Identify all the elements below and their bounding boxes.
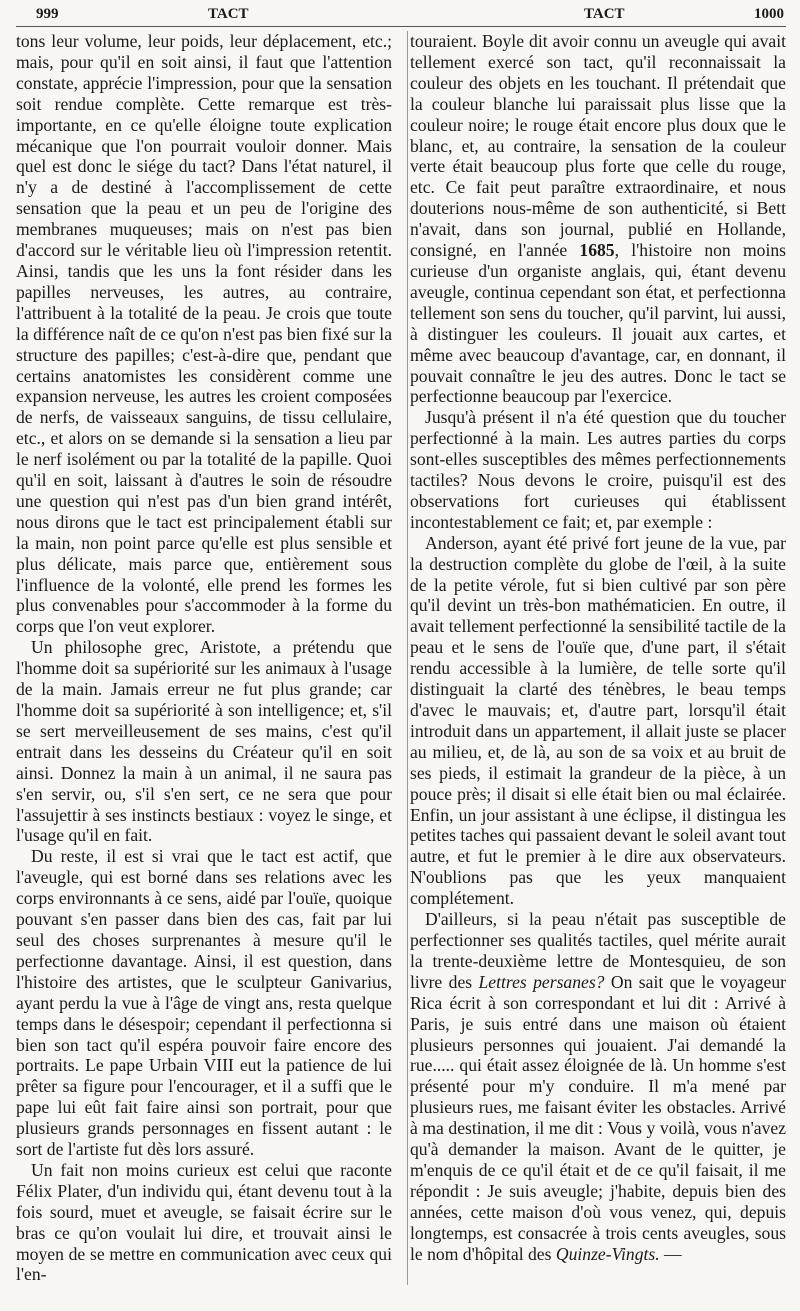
- dash: —: [659, 1243, 682, 1264]
- paragraph: tons leur volume, leur poids, leur déplacement, etc.; mais, pour qu'il en soit ainsi, il faut que l'attention constate, apprécie l'impression, pour que la sensation soit rendue complète. Cette remarque est très-importante, en ce qu'elle éloigne toute explication mécanique que l'on pourrait vouloir donner. Mais quel est donc le siége du tact? Dans l'état naturel, il n'y a de destiné à l'accomplissement de cette sensation que la peau et un peu de l'origine des membranes muqueuses; mais on n'est pas bien d'accord sur le véritable lieu où l'impression retentit. Ainsi, tandis que les uns la font résider dans les papilles nerveuses, les autres, au contraire, l'attribuent à la totalité de la peau. Je crois que toute la différence naît de ce qu'on n'est pas bien fixé sur la structure des papilles; c'est-à-dire que, pendant que certains anatomistes les considèrent comme une expansion nerveuse, les autres les croient composées de nerfs, de vaisseaux sanguins, de tissu cellulaire, etc., et alors on se demande si la sensation a lieu par le nerf isolément ou par la totalité de la papille. Quoi qu'il en soit, laissant à d'autres le soin de résoudre une question qui n'est pas d'un bien grand intérêt, nous dirons que le tact est principalement établi sur la main, non point parce qu'elle est plus sensible et plus délicate, mais parce que, entièrement sous l'influence de la volonté, elle prend les formes les plus convenables pour s'accommoder à la forme du corps que l'on veut explorer.: [16, 31, 392, 637]
- left-column: [16, 31, 392, 1285]
- book-title: Lettres persanes?: [478, 971, 605, 992]
- paragraph-text: D'ailleurs, si la peau n'était pas susceptible de perfectionner ses qualités tactiles, quel mérite aurait la trente-deuxième lettre de Montesquieu, de son livre des: [410, 909, 786, 992]
- paragraph-text: touraient. Boyle dit avoir connu un aveugle qui avait tellement exercé son tact, qu'il reconnaissait la couleur des objets en les touchant. Il prétendait que la couleur blanche lui paraissait plus lisse que la couleur noire; le rouge était encore plus doux que le blanc, et, au contraire, la sensation de la couleur verte était beaucoup plus forte que celle du rouge, etc. Ce fait peut paraître extraordinaire, et nous douterions nous-même de son authenticité, si Bett n'avait, dans son journal, publié en Hollande, consigné, en l'année: [410, 31, 786, 261]
- two-column-body: [16, 31, 786, 1285]
- page-number-left: 999: [36, 6, 59, 22]
- header-rule: [16, 26, 786, 27]
- column-divider: [407, 31, 408, 1285]
- right-column: [410, 31, 786, 1285]
- running-header: [16, 4, 786, 26]
- paragraph: Jusqu'à présent il n'a été question que du toucher perfectionné à la main. Les autres parties du corps sont-elles susceptibles des mêmes perfectionnements tactiles? Nous devons le croire, puisqu'il est des observations fort curieuses qui établissent incontestablement ce fait; et, par exemple :: [410, 407, 786, 532]
- page-number-right: 1000: [754, 6, 784, 22]
- paragraph-text: , l'histoire non moins curieuse d'un organiste anglais, qui, étant devenu aveugle, continua cependant son état, et perfectionna tellement son sens du toucher, qu'il parvint, lui aussi, à distinguer les couleurs. Il jouait aux cartes, et même avec beaucoup d'avantage, car, en donnant, il pouvait connaître le jeu des autres. Donc le tact se perfectionne beaucoup par l'exercice.: [410, 240, 786, 407]
- running-title-right: TACT: [584, 6, 625, 22]
- paragraph: Anderson, ayant été privé fort jeune de la vue, par la destruction complète du globe de l'œil, à la suite de la petite vérole, fut si bien cultivé par son père qu'il devint un très-bon mathématicien. En outre, il avait tellement perfectionné la sensibilité tactile de la peau et le sens de l'ouïe que, d'une part, il s'était rendu accessible à la lumière, de telle sorte qu'il distinguait la clarté des ténèbres, le beau temps d'avec le mauvais; et, d'autre part, lorsqu'il était introduit dans un appartement, il allait juste se placer au milieu, et, de là, au son de sa voix et au bruit de ses pieds, il estimait la grandeur de la pièce, à un pouce près; il disait si elle était bien ou mal éclairée. Enfin, un jour assistant à une éclipse, il distingua les petites taches qui passaient devant le soleil avant tout autre, et fut le premier à le dire aux observateurs. N'oublions pas que les yeux manquaient complétement.: [410, 532, 786, 909]
- paragraph: Un philosophe grec, Aristote, a prétendu que l'homme doit sa supériorité sur les animaux à l'usage de la main. Jamais erreur ne fut plus grande; car l'homme doit sa supériorité à son intelligence; et, s'il se sert merveilleusement de ses mains, c'est qu'il entrait dans les desseins du Créateur qu'il en soit ainsi. Donnez la main à un animal, il ne saura pas s'en servir, ou, s'il s'en sert, ce ne sera que pour l'assujettir à ses instincts bestiaux : voyez le singe, et l'usage qu'il en fait.: [16, 637, 392, 846]
- running-title-left: TACT: [208, 6, 249, 22]
- paragraph: [410, 909, 786, 1264]
- paragraph: [410, 31, 786, 407]
- paragraph: Un fait non moins curieux est celui que raconte Félix Plater, d'un individu qui, étant devenu tout à la fois sourd, muet et aveugle, se faisait écrire sur le bras ce qu'on voulait lui dire, et trouvait ainsi le moyen de se mettre en communication avec ceux qui l'en-: [16, 1159, 392, 1285]
- place-name: Quinze-Vingts.: [555, 1243, 660, 1264]
- year: 1685: [579, 240, 615, 261]
- paragraph-text: On sait que le voyageur Rica écrit à son correspondant et lui dit : Arrivé à Paris, je suis entré dans une maison où étaient plusieurs personnes qui jouaient. J'ai demandé la rue..... qui était assez éloignée de là. Un homme s'est présenté pour m'y conduire. Il m'a mené par plusieurs rues, me faisant éviter les obstacles. Arrivé à ma destination, il me dit : Vous y voilà, vous n'avez qu'à demander la maison. Avant de le quitter, je m'enquis de ce qu'il était et de ce qu'il faisait, il me répondit : Je suis aveugle; j'habite, depuis bien des années, cette maison d'où vous venez, qui, depuis longtemps, est consacrée à trois cents aveugles, sous le nom d'hôpital des: [410, 971, 786, 1264]
- paragraph: Du reste, il est si vrai que le tact est actif, que l'aveugle, qui est borné dans ses relations avec les corps environnants à ce sens, aidé par l'ouïe, quoique pouvant s'en passer dans bien des cas, fait par lui seul des choses surprenantes à mesure qu'il le perfectionne davantage. Ainsi, il est question, dans l'histoire des artistes, que le sculpteur Ganivarius, ayant perdu la vue à l'âge de vingt ans, resta quelque temps dans le désespoir; cependant il perfectionna si bien son tact qu'il espéra pouvoir faire encore des portraits. Le pape Urbain VIII eut la patience de lui prêter sa figure pour l'encourager, et il a suffi que le pape lui eût fait faire ainsi son portrait, pour que plusieurs grands personnages en fissent autant : le sort de l'artiste fut dès lors assuré.: [16, 846, 392, 1160]
